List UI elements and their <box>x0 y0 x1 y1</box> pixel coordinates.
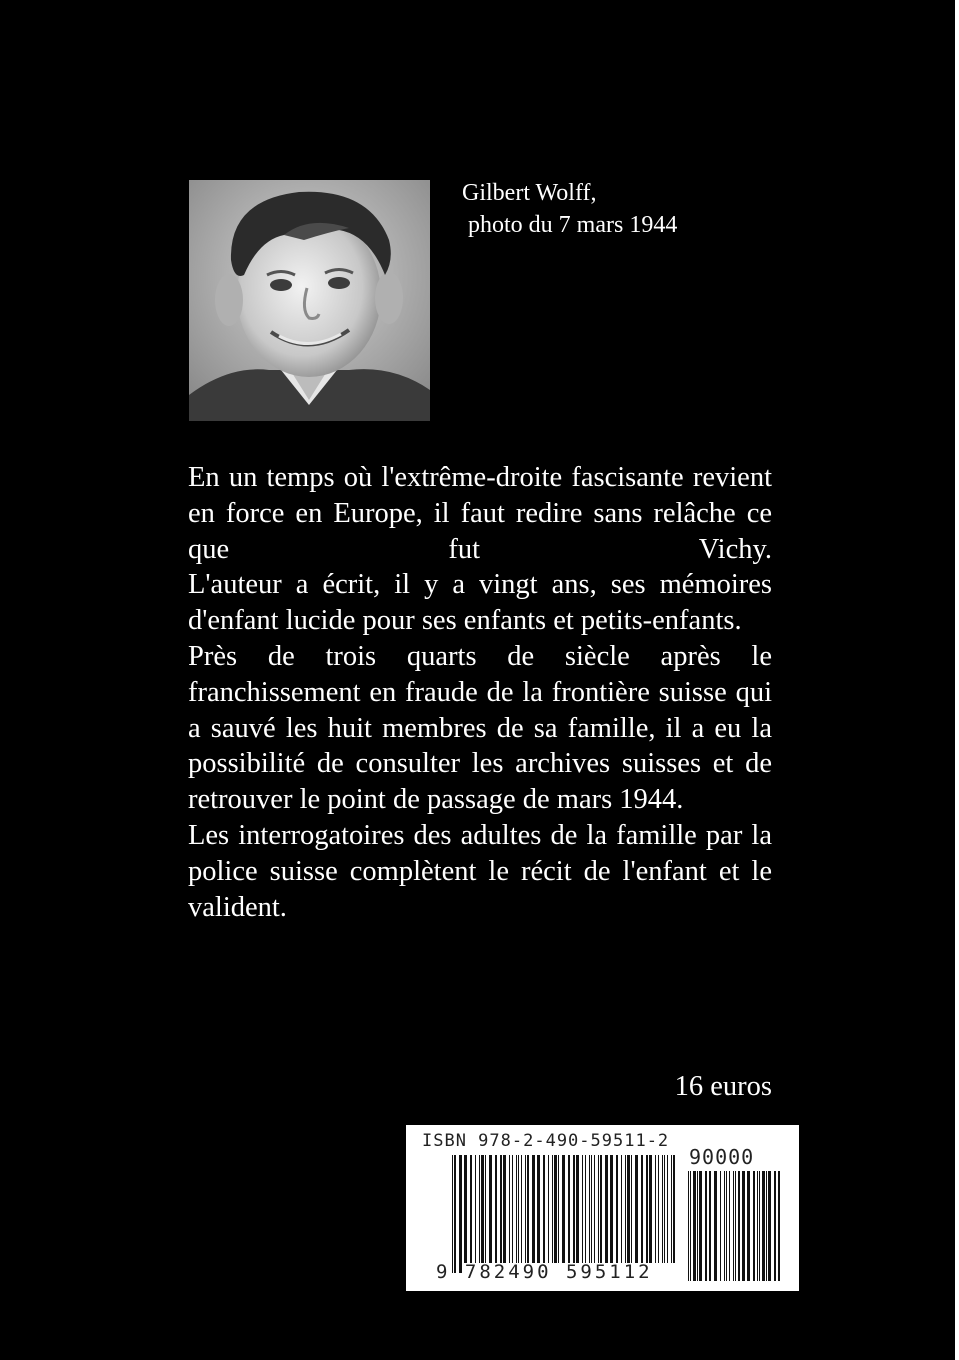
barcode-bar <box>600 1155 602 1263</box>
caption-date: photo du 7 mars 1944 <box>462 212 678 238</box>
page-edge <box>955 0 959 1360</box>
barcode-addon-bar <box>774 1171 776 1281</box>
caption-name: Gilbert Wolff, <box>462 180 597 206</box>
isbn-label: ISBN 978-2-490-59511-2 <box>422 1131 670 1151</box>
barcode-bar <box>452 1155 453 1273</box>
author-photo <box>189 180 430 421</box>
barcode-bar <box>479 1155 480 1263</box>
barcode-bar <box>509 1155 510 1263</box>
barcode-bar <box>664 1155 665 1263</box>
barcode-addon-bar <box>733 1171 734 1281</box>
barcode-bar <box>459 1155 462 1273</box>
barcode-addon-bar <box>697 1171 698 1281</box>
barcode-bar <box>489 1155 492 1263</box>
blurb-paragraph: Près de trois quarts de siècle après le franchissement en fraude de la frontière suisse qui a sauvé les huit membres de sa famille, il a eu la possibilité de consulter les archives suisses et de retrouver le point de passage de mars 1944. <box>188 640 772 816</box>
barcode-addon-bar <box>757 1171 758 1281</box>
barcode-bar <box>631 1155 632 1263</box>
barcode-bar <box>655 1155 656 1263</box>
barcode-bar <box>616 1155 618 1263</box>
barcode-bar <box>532 1155 535 1263</box>
barcode-bar <box>518 1155 519 1263</box>
barcode-addon-bar <box>753 1171 755 1281</box>
barcode-addon-bar <box>705 1171 707 1281</box>
barcode-bar <box>554 1155 557 1263</box>
barcode-bar <box>605 1155 608 1263</box>
barcode-addon-bar <box>720 1171 721 1281</box>
barcode-bar <box>591 1155 592 1263</box>
barcode-bar <box>525 1155 526 1263</box>
ean-digits: 9 782490 595112 <box>436 1261 653 1283</box>
barcode-addon-number: 90000 <box>689 1145 755 1169</box>
barcode-addon-bar <box>766 1171 767 1281</box>
barcode-addon-bar <box>729 1171 730 1281</box>
barcode-bar <box>667 1155 668 1263</box>
barcode-bar <box>598 1155 599 1263</box>
barcode-bar <box>582 1155 583 1263</box>
barcode-bar <box>649 1155 652 1263</box>
barcode-addon-bar <box>742 1171 745 1281</box>
barcode-bar <box>552 1155 553 1263</box>
portrait-image <box>189 180 430 421</box>
barcode-bar <box>454 1155 456 1273</box>
barcode-addon-bar <box>747 1171 750 1281</box>
barcode-bar <box>646 1155 648 1263</box>
barcode-bar <box>543 1155 545 1263</box>
barcode-addon-bar <box>690 1171 691 1281</box>
barcode-bar <box>481 1155 484 1263</box>
barcode-bar <box>662 1155 663 1263</box>
barcode-bar <box>658 1155 659 1263</box>
barcode-addon-bar <box>693 1171 696 1281</box>
barcode-bar <box>495 1155 497 1263</box>
barcode-addon-bar <box>778 1171 780 1281</box>
back-cover-blurb <box>188 460 772 925</box>
barcode-bar <box>568 1155 570 1263</box>
barcode-bar <box>585 1155 586 1263</box>
barcode-bar <box>548 1155 549 1263</box>
blurb-paragraph: Les interrogatoires des adultes de la famille par la police suisse complètent le récit de l'enfant et le valident. <box>188 819 772 923</box>
barcode-bar <box>512 1155 513 1263</box>
barcode-bar <box>635 1155 638 1263</box>
barcode-bar <box>673 1155 675 1263</box>
blurb-paragraph: En un temps où l'extrême-droite fascisante revient en force en Europe, il faut redire sans relâche ce que fut Vichy. <box>188 462 772 565</box>
barcode-bar <box>537 1155 540 1263</box>
barcode-addon-bar <box>724 1171 725 1281</box>
barcode-bar <box>671 1155 672 1263</box>
barcode-bar <box>573 1155 575 1263</box>
barcode-addon-bar <box>735 1171 736 1281</box>
barcode-bar <box>485 1155 486 1263</box>
barcode-bar <box>527 1155 529 1263</box>
barcode-bar <box>521 1155 522 1263</box>
barcode-addon-bar <box>768 1171 771 1281</box>
barcode-bar <box>470 1155 472 1263</box>
blurb-paragraph: L'auteur a écrit, il y a vingt ans, ses mémoires d'enfant lucide pour ses enfants et petits-enfants. <box>188 569 772 637</box>
barcode-addon-bar <box>688 1171 689 1281</box>
barcode-addon-bar <box>709 1171 711 1281</box>
barcode-addon-bar <box>699 1171 702 1281</box>
barcode-bar <box>500 1155 502 1263</box>
isbn-barcode <box>406 1125 799 1291</box>
barcode-addon-bar <box>738 1171 740 1281</box>
barcode-bar <box>610 1155 613 1263</box>
barcode-addon-bar <box>714 1171 717 1281</box>
photo-caption <box>462 177 677 241</box>
barcode-bar <box>625 1155 626 1263</box>
barcode-bar <box>641 1155 643 1263</box>
barcode-bar <box>594 1155 595 1263</box>
barcode-bar <box>558 1155 559 1263</box>
barcode-bar <box>475 1155 476 1263</box>
barcode-addon-bar <box>762 1171 765 1281</box>
barcode-addon-bar <box>726 1171 727 1281</box>
barcode-addon-bar <box>759 1171 760 1281</box>
barcode-bar <box>627 1155 630 1263</box>
barcode-bar <box>621 1155 622 1263</box>
price: 16 euros <box>674 1071 772 1102</box>
barcode-bar <box>589 1155 590 1263</box>
barcode-bar <box>464 1155 467 1263</box>
barcode-bar <box>503 1155 506 1263</box>
barcode-bar <box>516 1155 517 1263</box>
barcode-bar <box>562 1155 565 1263</box>
barcode-bar <box>576 1155 579 1263</box>
